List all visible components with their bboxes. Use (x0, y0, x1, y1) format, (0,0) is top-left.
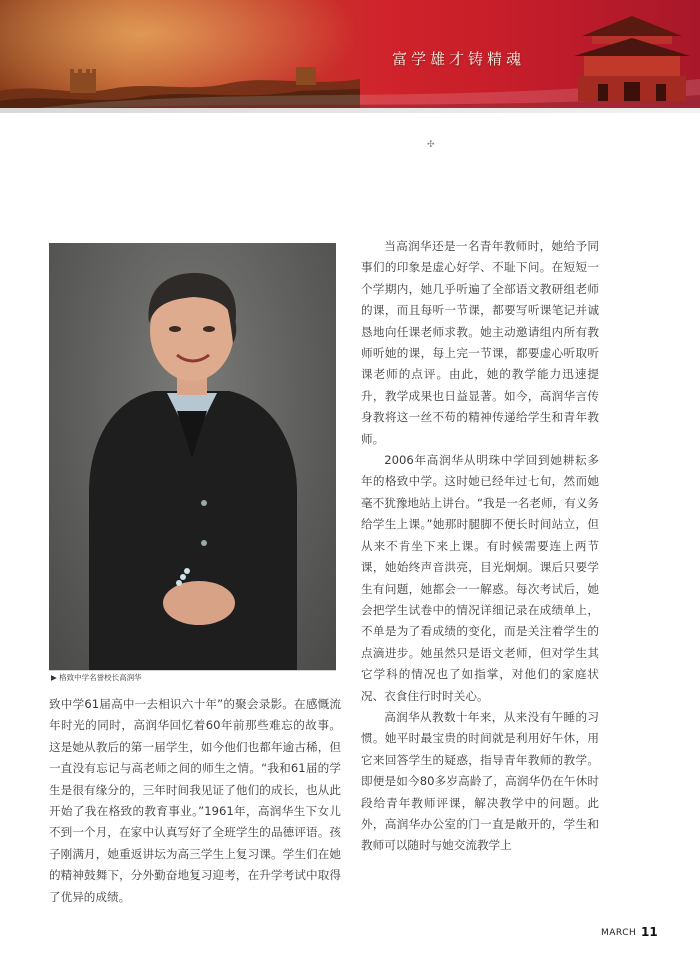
paragraph: 2006年高润华从明珠中学回到她耕耘多年的格致中学。这时她已经年过七旬，然而她毫不犹豫地站上讲台。“我是一名老师，有义务给学生上课。”她那时腿脚不便长时间站立，但从来不肯坐下来上课。有时候需要连上两节课，她始终声音洪亮，目光炯炯。课后只要学生有问题，她都会一一解惑。每次考试后，她会把学生试卷中的情况详细记录在成绩单上，不单是为了看成绩的变化，而是关注着学生的点滴进步。她虽然只是语文老师，但对学生其它学科的情况也了如指掌，对他们的家庭状况、衣食住行时时关心。 (361, 453, 599, 703)
article-left-column (49, 694, 341, 908)
paragraph: 致中学61届高中一去相识六十年”的聚会录影。在感慨流年时光的同时，高润华回忆着60年前那些难忘的故事。这是她从教后的第一届学生，如今他们也都年逾古稀，但一直没有忘记与高老师之间的师生之情。“我和61届的学生是很有缘分的，三年时间我见证了他们的成长，也从此开始了我在格致的教育事业。”1961年，高润华生下女儿不到一个月，在家中认真写好了全班学生的品德评语。孩子刚满月，她重返讲坛为高三学生上复习课。学生们在她的精神鼓舞下，分外勤奋地复习迎考，在升学考试中取得了优异的成绩。 (49, 697, 341, 904)
header-banner (0, 0, 700, 113)
footer-month: MARCH (601, 928, 637, 938)
page-number: 11 (641, 925, 658, 939)
article-right-column (361, 236, 599, 857)
portrait-illustration (49, 243, 336, 670)
banner-bottom-strip (0, 108, 700, 113)
photo-caption: ▶ 格致中学名誉校长高润华 (51, 673, 142, 682)
paragraph: 当高润华还是一名青年教师时，她给予同事们的印象是虚心好学、不耻下问。在短短一个学期内，她几乎听遍了全部语文教研组老师的课，而且每听一节课，都要写听课笔记并诚恳地向任课老师求教。她主动邀请组内所有教师听她的课，每上完一节课，都要虚心听取听课老师的点评。由此，她的教学能力迅速提升，教学成果也日益显著。如今，高润华言传身教将这一丝不苟的精神传递给学生和青年教师。 (361, 239, 599, 446)
portrait-photo (49, 243, 336, 670)
paragraph: 高润华从教数十年来，从来没有午睡的习惯。她平时最宝贵的时间就是利用好午休，用它来回答学生的疑惑，指导青年教师的教学。即便是如今80多岁高龄了，高润华仍在午休时段给青年教师评课，解决教学中的问题。此外，高润华办公室的门一直是敞开的，学生和教师可以随时与她交流教学上 (361, 709, 599, 853)
ornament-icon: ✣ (427, 140, 435, 150)
banner-title: 富学雄才铸精魂 (392, 50, 526, 68)
photo-caption-text: 格致中学名誉校长高润华 (59, 673, 142, 682)
tiananmen-gate-illustration (568, 6, 696, 101)
